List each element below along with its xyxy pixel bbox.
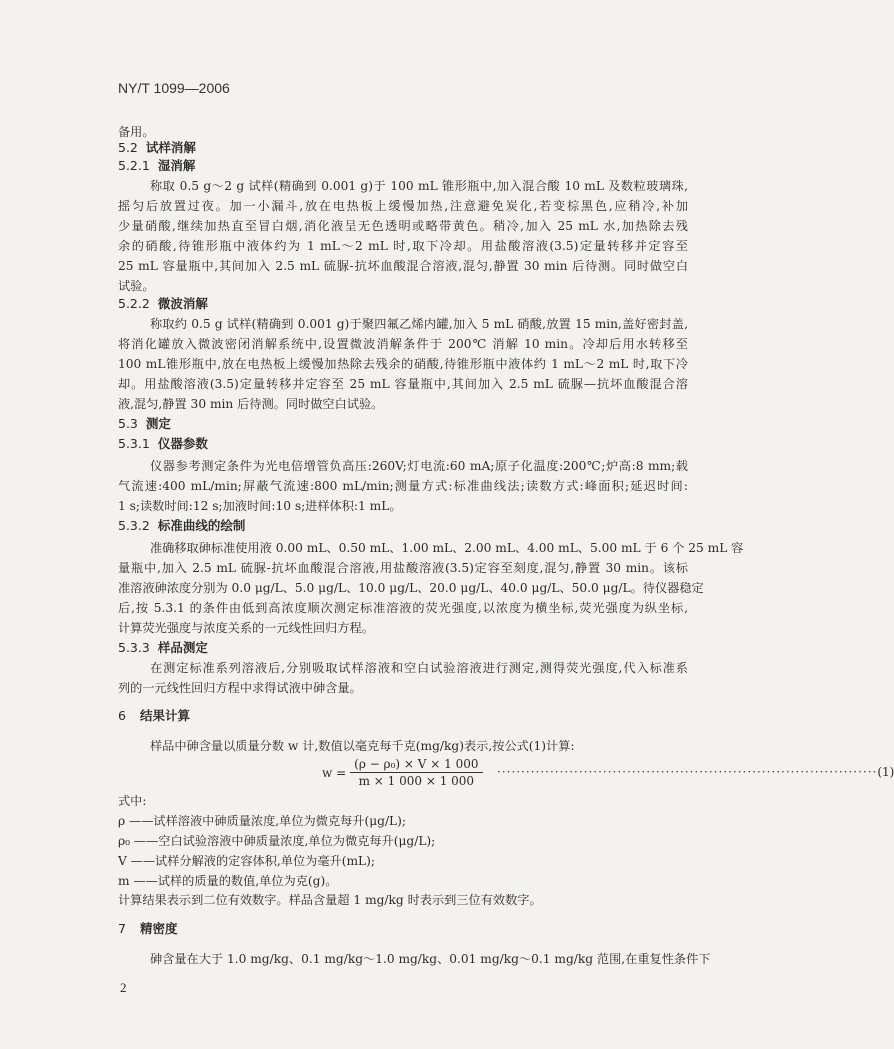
variable-definition: ρ ——试样溶液中砷质量浓度,单位为微克每升(μg/L);	[118, 814, 407, 828]
section-heading-6	[118, 708, 190, 724]
text-line: 计算结果表示到二位有效数字。样品含量超 1 mg/kg 时表示到三位有效数字。	[118, 893, 542, 907]
text-line: 准溶液砷浓度分别为 0.0 μg/L、5.0 μg/L、10.0 μg/L、20.0 μg/L、40.0 μg/L、50.0 μg/L。待仪器稳定	[118, 581, 704, 595]
formula-denominator: m × 1 000 × 1 000	[358, 774, 475, 788]
section-title: 试样消解	[145, 140, 196, 155]
text-line: 1 s;读数时间:12 s;加液时间:10 s;进样体积:1 mL。	[118, 499, 402, 513]
section-heading-5-2	[118, 140, 196, 156]
section-title: 标准曲线的绘制	[157, 518, 246, 533]
section-number: 5.2.2	[118, 296, 150, 311]
text-line: 砷含量在大于 1.0 mg/kg、0.1 mg/kg～1.0 mg/kg、0.01 mg/kg～0.1 mg/kg 范围,在重复性条件下	[150, 952, 711, 966]
section-heading-5-3-3	[118, 640, 208, 656]
section-number: 5.2	[118, 140, 138, 155]
section-title: 湿消解	[157, 158, 196, 173]
section-number: 5.3	[118, 416, 138, 431]
section-number: 5.3.2	[118, 518, 150, 533]
section-heading-5-3	[118, 416, 171, 432]
section-heading-5-3-2	[118, 518, 245, 534]
formula-leader-dots: ···············································································	[497, 765, 878, 779]
section-title: 样品测定	[157, 640, 208, 655]
standard-code: NY/T 1099—2006	[118, 80, 230, 96]
section-title: 仪器参数	[157, 436, 208, 451]
text-line: 称取 0.5 g～2 g 试样(精确到 0.001 g)于 100 mL 锥形瓶中,加入混合酸 10 mL 及数粒玻璃珠,	[150, 179, 688, 193]
variable-definition: V ——试样分解液的定容体积,单位为毫升(mL);	[118, 854, 376, 868]
page-number: 2	[120, 980, 127, 995]
text-line: 仪器参考测定条件为光电倍增管负高压:260V;灯电流:60 mA;原子化温度:200℃;炉高:8 mm;载	[150, 459, 688, 473]
section-heading-5-2-1	[118, 158, 195, 174]
text-line: 少量硝酸,继续加热直至冒白烟,消化液呈无色透明或略带黄色。稍冷,加入 25 mL 水,加热除去残	[118, 219, 688, 233]
text-line: 在测定标准系列溶液后,分别吸取试样溶液和空白试验溶液进行测定,测得荧光强度,代入标准系	[150, 661, 688, 675]
variable-definition: ρ₀ ——空白试验溶液中砷质量浓度,单位为微克每升(μg/L);	[118, 834, 436, 848]
text-line: 25 mL 容量瓶中,其间加入 2.5 mL 硫脲-抗坏血酸混合溶液,混匀,静置 30 min 后待测。同时做空白	[118, 259, 688, 273]
text-line: 气流速:400 mL/min;屏蔽气流速:800 mL/min;测量方式:标准曲线法;读数方式:峰面积;延迟时间:	[118, 479, 688, 493]
section-number: 6	[118, 708, 126, 723]
section-title: 结果计算	[139, 708, 190, 723]
text-line: 称取约 0.5 g 试样(精确到 0.001 g)于聚四氟乙烯内罐,加入 5 mL 硝酸,放置 15 min,盖好密封盖,	[150, 317, 688, 331]
section-heading-5-3-1	[118, 436, 208, 452]
text-line: 后,按 5.3.1 的条件由低到高浓度顺次测定标准溶液的荧光强度,以浓度为横坐标,荧光强度为纵坐标,	[118, 601, 688, 615]
formula-number-line	[497, 765, 894, 779]
formula-lhs: w =	[322, 765, 347, 780]
formula	[322, 757, 483, 788]
section-heading-7	[118, 921, 177, 937]
section-number: 5.3.1	[118, 436, 150, 451]
section-title: 微波消解	[157, 296, 208, 311]
text-line: 余的硝酸,待锥形瓶中液体约为 1 mL～2 mL 时,取下冷却。用盐酸溶液(3.5)定量转移并定容至	[118, 239, 688, 253]
text-line: 100 mL锥形瓶中,放在电热板上缓慢加热除去残余的硝酸,待锥形瓶中液体约 1 mL～2 mL 时,取下冷	[118, 357, 688, 371]
text-line: 式中:	[118, 794, 147, 808]
text-line: 将消化罐放入微波密闭消解系统中,设置微波消解条件于 200℃ 消解 10 min。冷却后用水转移至	[118, 337, 688, 351]
text-line: 列的一元线性回归方程中求得试液中砷含量。	[118, 681, 362, 695]
section-number: 7	[118, 921, 126, 936]
section-title: 精密度	[139, 921, 178, 936]
text-line: 摇匀后放置过夜。加一小漏斗,放在电热板上缓慢加热,注意避免炭化,若变棕黑色,应稍冷,补加	[118, 199, 688, 213]
formula-number: (1)	[877, 765, 894, 779]
section-number: 5.3.3	[118, 640, 150, 655]
variable-definition: m ——试样的质量的数值,单位为克(g)。	[118, 874, 338, 888]
text-line: 准确移取砷标准使用液 0.00 mL、0.50 mL、1.00 mL、2.00 mL、4.00 mL、5.00 mL 于 6 个 25 mL 容	[150, 541, 744, 555]
text-line: 备用。	[118, 125, 155, 139]
formula-numerator: (ρ − ρ₀) × V × 1 000	[350, 757, 482, 773]
text-line: 计算荧光强度与浓度关系的一元线性回归方程。	[118, 621, 374, 635]
section-title: 测定	[145, 416, 171, 431]
text-line: 样品中砷含量以质量分数 w 计,数值以毫克每千克(mg/kg)表示,按公式(1)计算:	[150, 739, 575, 753]
section-heading-5-2-2	[118, 296, 208, 312]
formula-fraction	[350, 757, 482, 788]
text-line: 试验。	[118, 279, 155, 293]
text-line: 量瓶中,加入 2.5 mL 硫脲-抗坏血酸混合溶液,用盐酸溶液(3.5)定容至刻度,混匀,静置 30 min。该标	[118, 561, 688, 575]
section-number: 5.2.1	[118, 158, 150, 173]
text-line: 液,混匀,静置 30 min 后待测。同时做空白试验。	[118, 397, 384, 411]
text-line: 却。用盐酸溶液(3.5)定量转移并定容至 25 mL 容量瓶中,其间加入 2.5 mL 硫脲—抗坏血酸混合溶	[118, 377, 688, 391]
